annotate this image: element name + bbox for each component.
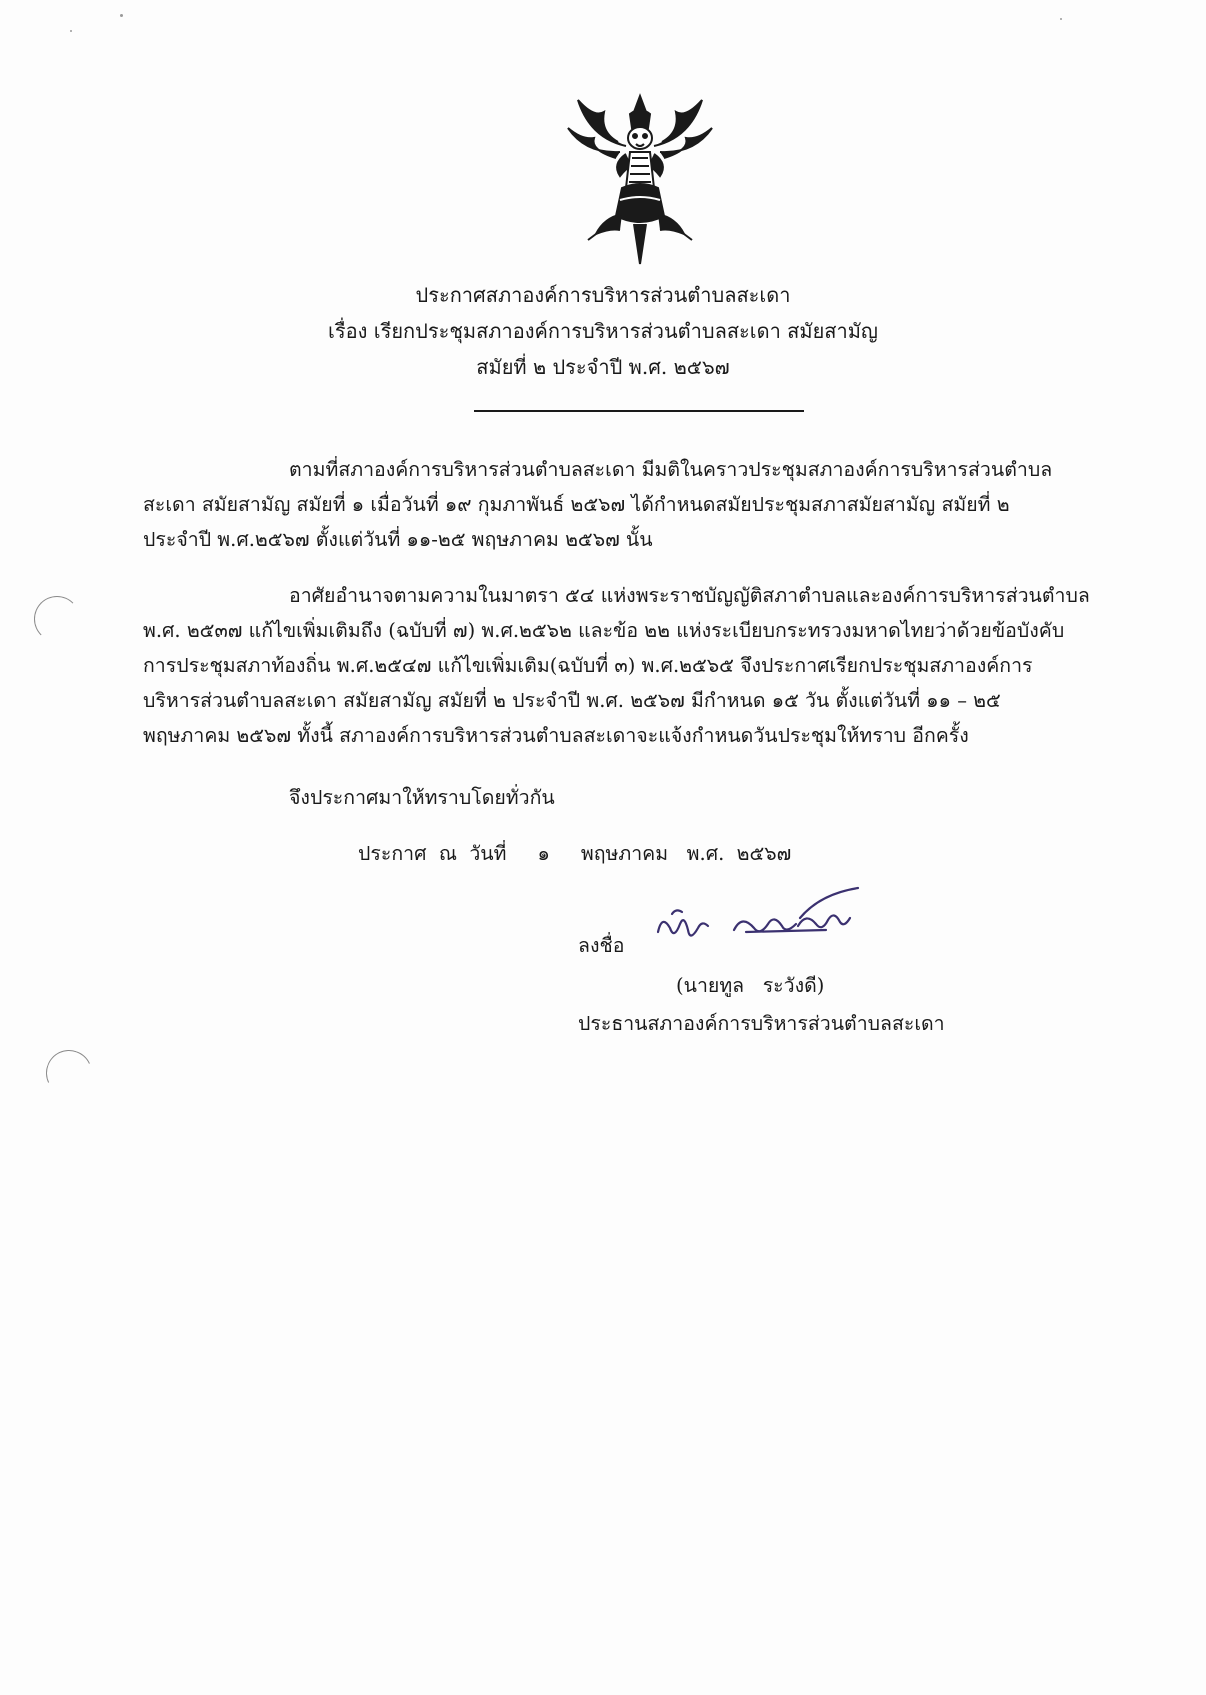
body-paragraph-2 (143, 578, 1131, 753)
scan-speck (1060, 18, 1062, 20)
header-divider (474, 410, 804, 412)
paragraph-line: การประชุมสภาท้องถิ่น พ.ศ.๒๕๔๗ แก้ไขเพิ่มเติม(ฉบับที่ ๓) พ.ศ.๒๕๖๕ จึงประกาศเรียกประชุมสภาองค์การ (143, 654, 1033, 677)
scan-speck (70, 30, 72, 32)
punch-hole-mark (40, 1044, 99, 1103)
announcement-subject: เรื่อง เรียกประชุมสภาองค์การบริหารส่วนตำบลสะเดา สมัยสามัญ (328, 319, 878, 343)
body-paragraph-1 (143, 452, 1131, 557)
paragraph-line: ตามที่สภาองค์การบริหารส่วนตำบลสะเดา มีมติในคราวประชุมสภาองค์การบริหารส่วนตำบล (289, 458, 1053, 481)
announcement-title: ประกาศสภาองค์การบริหารส่วนตำบลสะเดา (415, 283, 791, 307)
garuda-emblem-icon (560, 88, 720, 268)
scan-speck (120, 14, 123, 17)
handwritten-signature (650, 884, 870, 954)
paragraph-line: สะเดา สมัยสามัญ สมัยที่ ๑ เมื่อวันที่ ๑๙ กุมภาพันธ์ ๒๕๖๗ ได้กำหนดสมัยประชุมสภาสมัยสามัญ สมัยที่ ๒ (143, 493, 1010, 516)
paragraph-line: พ.ศ. ๒๕๓๗ แก้ไขเพิ่มเติมถึง (ฉบับที่ ๗) พ.ศ.๒๕๖๒ และข้อ ๒๒ แห่งระเบียบกระทรวงมหาดไทยว่าด้วยข้อบังคับ (143, 619, 1065, 642)
announcement-date: ประกาศ ณ วันที่ ๑ พฤษภาคม พ.ศ. ๒๕๖๗ (358, 842, 792, 865)
signatory-name: (นายทูล ระวังดี) (676, 974, 825, 997)
closing-statement: จึงประกาศมาให้ทราบโดยทั่วกัน (289, 786, 555, 809)
signature-label: ลงชื่อ (578, 934, 625, 957)
paragraph-line: ประจำปี พ.ศ.๒๕๖๗ ตั้งแต่วันที่ ๑๑-๒๕ พฤษภาคม ๒๕๖๗ นั้น (143, 528, 653, 551)
paragraph-line: พฤษภาคม ๒๕๖๗ ทั้งนี้ สภาองค์การบริหารส่วนตำบลสะเดาจะแจ้งกำหนดวันประชุมให้ทราบ อีกครั้ง (143, 724, 969, 747)
paragraph-line: บริหารส่วนตำบลสะเดา สมัยสามัญ สมัยที่ ๒ ประจำปี พ.ศ. ๒๕๖๗ มีกำหนด ๑๕ วัน ตั้งแต่วันที่ ๑๑ – ๒๕ (143, 689, 1001, 712)
punch-hole-mark (34, 596, 80, 642)
signatory-title: ประธานสภาองค์การบริหารส่วนตำบลสะเดา (578, 1012, 945, 1035)
paragraph-line: อาศัยอำนาจตามความในมาตรา ๕๔ แห่งพระราชบัญญัติสภาตำบลและองค์การบริหารส่วนตำบล (289, 584, 1090, 607)
announcement-session: สมัยที่ ๒ ประจำปี พ.ศ. ๒๕๖๗ (476, 355, 730, 379)
